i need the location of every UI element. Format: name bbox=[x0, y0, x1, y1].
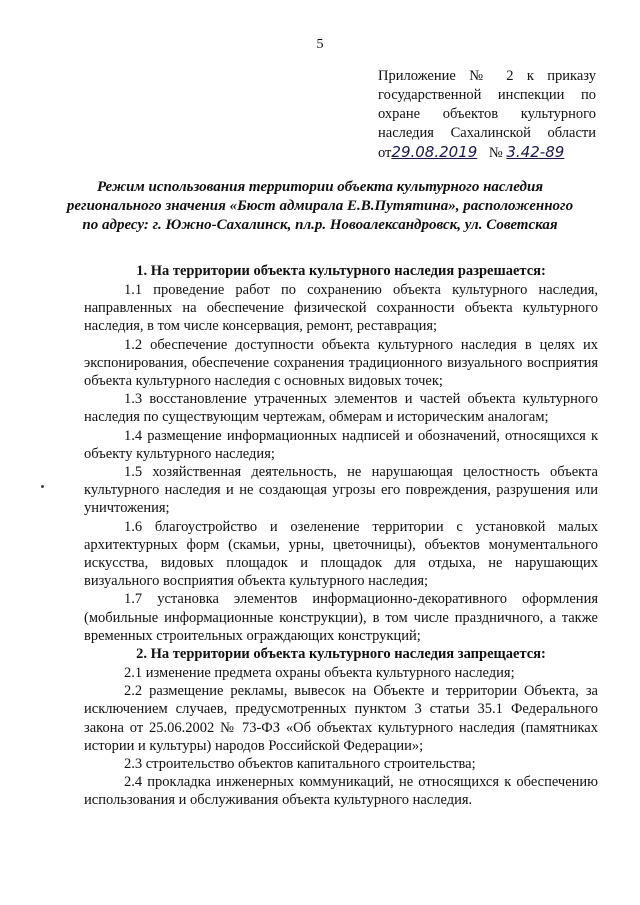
handwritten-date: 29.08.2019 bbox=[391, 143, 478, 161]
appendix-line-1: Приложение № 2 к приказу bbox=[378, 68, 596, 84]
item-1-1: 1.1 проведение работ по сохранению объекта культурного наследия, направленных на обеспечение физической сохранности объекта культурного наследия, в том числе консервация, ремонт, реставрация; bbox=[84, 282, 598, 335]
document-body bbox=[84, 262, 598, 810]
item-1-7: 1.7 установка элементов информационно-декоративного оформления (мобильные информационные конструкции), в том числе праздничного, а также временных строительных ограждающих конструкций; bbox=[84, 591, 598, 644]
appendix-header bbox=[378, 67, 596, 163]
item-2-2: 2.2 размещение рекламы, вывесок на Объекте и территории Объекта, за исключением случаев, предусмотренных пунктом 3 статьи 35.1 Федерального закона от 25.06.2002 № 73-ФЗ «Об объектах культурного наследия (памятниках истории и культуры) народов Российской Федерации»; bbox=[84, 683, 598, 754]
item-1-5: 1.5 хозяйственная деятельность, не нарушающая целостность объекта культурного наследия и не создающая угрозы его повреждения, разрушения или уничтожения; bbox=[84, 464, 598, 517]
item-2-3: 2.3 строительство объектов капитального строительства; bbox=[124, 756, 476, 773]
section-2-heading: 2. На территории объекта культурного наследия запрещается: bbox=[136, 646, 546, 663]
document-title: Режим использования территории объекта культурного наследия регионального значения «Бюст адмирала Е.В.Путятина», расположенного по адресу: г. Южно-Сахалинск, пл.р. Новоалександровск, ул. Советская bbox=[66, 179, 574, 233]
handwritten-order-number: 3.42-89 bbox=[506, 143, 565, 161]
page-number: 5 bbox=[316, 37, 324, 52]
section-1-heading: 1. На территории объекта культурного наследия разрешается: bbox=[136, 263, 546, 279]
item-1-3: 1.3 восстановление утраченных элементов и частей объекта культурного наследия по существующим чертежам, обмерам и историческим аналогам; bbox=[84, 391, 598, 426]
appendix-date-line bbox=[378, 145, 564, 161]
item-1-4: 1.4 размещение информационных надписей и обозначений, относящихся к объекту культурного наследия; bbox=[84, 427, 598, 462]
item-1-2: 1.2 обеспечение доступности объекта культурного наследия в целях их экспонирования, обеспечение сохранения традиционного визуального восприятия объекта культурного наследия с основных видовых точек; bbox=[84, 336, 598, 390]
item-2-1: 2.1 изменение предмета охраны объекта культурного наследия; bbox=[124, 665, 515, 682]
item-1-6: 1.6 благоустройство и озеленение территории с установкой малых архитектурных форм (скамьи, урны, цветочницы), объектов монументального искусства, видовых площадок и площадок для отдыха, не нарушающих визуального восприятия объекта культурного наследия; bbox=[84, 518, 598, 590]
item-2-4: 2.4 прокладка инженерных коммуникаций, не относящихся к обеспечению использования и обслуживания объекта культурного наследия. bbox=[84, 774, 598, 809]
appendix-line-3: охране объектов культурного bbox=[378, 106, 596, 122]
appendix-line-4: наследия Сахалинской области bbox=[378, 125, 596, 141]
appendix-line-2: государственной инспекции по bbox=[378, 87, 596, 103]
margin-dot bbox=[41, 485, 44, 488]
date-prefix: от bbox=[378, 145, 392, 161]
number-prefix: № bbox=[488, 145, 503, 161]
